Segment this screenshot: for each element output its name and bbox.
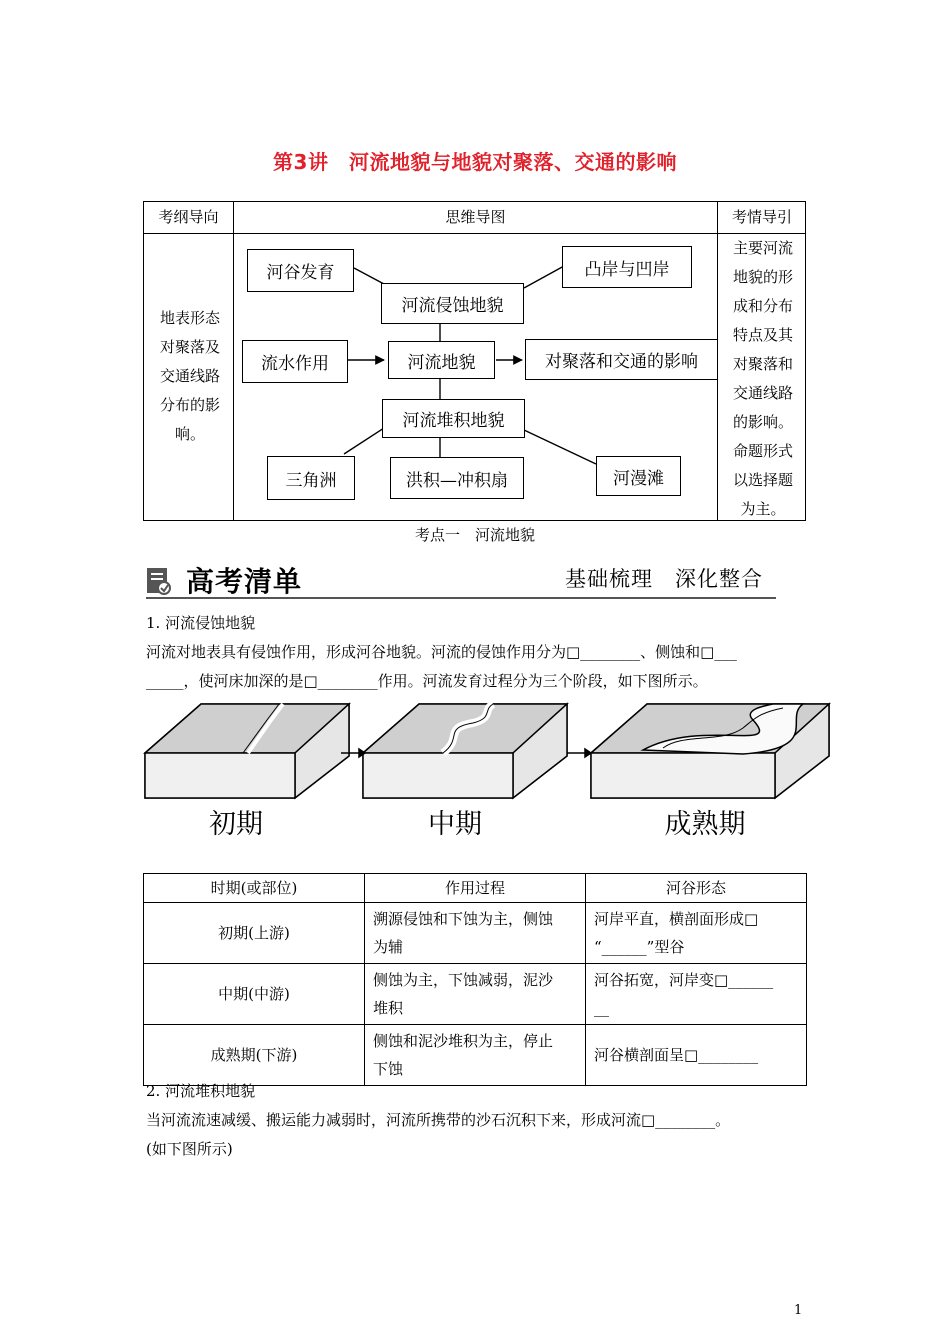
mindmap-river-landform: 河流地貌 — [388, 341, 495, 379]
table-row: 中期(中游) 侧蚀为主，下蚀减弱，泥沙 堆积 河谷拓宽，河岸变□______ __ — [144, 964, 807, 1025]
section-caption: 考点一 河流地貌 — [414, 526, 535, 544]
table-header: 作用过程 — [365, 874, 586, 903]
mindmap-alluvial-fan: 洪积—冲积扇 — [390, 457, 524, 499]
document-icon — [146, 567, 172, 595]
overview-table — [143, 201, 806, 521]
figure-label-mature: 成熟期 — [664, 809, 746, 840]
section1-line2: _____，使河床加深的是□________作用。河流发育过程分为三个阶段，如下图所示。 — [146, 672, 708, 690]
figure-label-middle: 中期 — [428, 809, 482, 840]
mindmap-river-valley: 河谷发育 — [247, 249, 354, 292]
stages-table — [143, 873, 807, 1086]
banner-subtitle: 基础梳理 深化整合 — [565, 567, 763, 591]
page-title: 第3讲 河流地貌与地貌对聚落、交通的影响 — [273, 150, 677, 174]
section2-heading: 2. 河流堆积地貌 — [146, 1082, 256, 1100]
table-row: 成熟期(下游) 侧蚀和泥沙堆积为主，停止 下蚀 河谷横剖面呈□________ — [144, 1025, 807, 1086]
page-number: 1 — [794, 1303, 803, 1318]
section2-line2: (如下图所示) — [146, 1140, 233, 1158]
exam-guide-text: 主要河流 地貌的形 成和分布 特点及其 对聚落和 交通线路 的影响。 命题形式 以选择题 为主。 — [732, 239, 793, 518]
figure-label-early: 初期 — [209, 809, 263, 840]
section2-line1: 当河流流速减缓、搬运能力减弱时，河流所携带的沙石沉积下来，形成河流□________。 — [146, 1111, 731, 1129]
header-exam-guide: 考情导引 — [731, 208, 792, 226]
banner-rule — [146, 597, 776, 599]
mindmap-influence: 对聚落和交通的影响 — [525, 339, 718, 380]
mindmap-floodplain: 河漫滩 — [596, 456, 681, 496]
mindmap-erosion-landform: 河流侵蚀地貌 — [381, 283, 524, 324]
table-row: 初期(上游) 溯源侵蚀和下蚀为主，侧蚀 为辅 河岸平直，横剖面形成□ “______”型谷 — [144, 903, 807, 964]
table-header: 河谷形态 — [586, 874, 807, 903]
section1-heading: 1. 河流侵蚀地貌 — [146, 614, 256, 632]
mindmap-delta: 三角洲 — [267, 456, 355, 500]
table-header: 时期(或部位) — [144, 874, 365, 903]
section1-line1: 河流对地表具有侵蚀作用，形成河谷地貌。河流的侵蚀作用分为□________、侧蚀和□___ — [146, 643, 737, 661]
mindmap-water-action: 流水作用 — [242, 340, 348, 383]
mindmap-convex-concave: 凸岸与凹岸 — [562, 246, 692, 288]
mindmap-deposition-landform: 河流堆积地貌 — [382, 399, 525, 438]
header-syllabus: 考纲导向 — [158, 208, 219, 226]
syllabus-text: 地表形态 对聚落及 交通线路 分布的影 响。 — [159, 309, 220, 443]
valley-stages-figure — [143, 698, 833, 802]
banner-title: 高考清单 — [186, 565, 303, 598]
header-mindmap: 思维导图 — [445, 208, 506, 226]
